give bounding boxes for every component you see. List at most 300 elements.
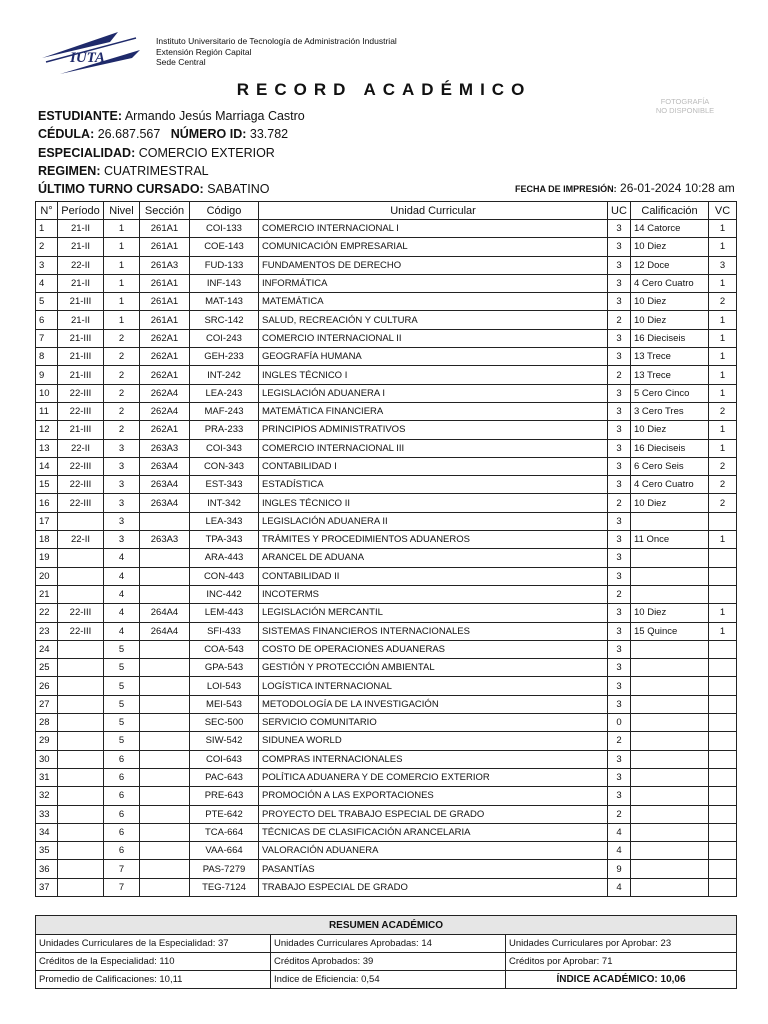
cell-nivel: 1 [104,311,140,329]
cell-uc: 3 [608,238,631,256]
cell-calificacion [631,549,709,567]
student-label: ESTUDIANTE: [38,109,123,123]
cell-num: 37 [36,878,58,896]
cell-num: 25 [36,659,58,677]
cell-codigo: INC-442 [190,585,259,603]
summary-uc-aprobadas: Unidades Curriculares Aprobadas: 14 [271,935,506,953]
cell-codigo: LOI-543 [190,677,259,695]
cell-periodo [58,585,104,603]
cell-seccion [140,805,190,823]
cell-vc [709,549,737,567]
cell-uc: 4 [608,878,631,896]
cell-periodo: 21-III [58,329,104,347]
cell-periodo: 21-II [58,274,104,292]
cell-periodo: 22-III [58,457,104,475]
cell-unidad: COMERCIO INTERNACIONAL I [259,220,608,238]
cell-seccion: 262A1 [140,421,190,439]
cell-seccion: 262A1 [140,348,190,366]
cell-unidad: COSTO DE OPERACIONES ADUANERAS [259,640,608,658]
cell-seccion: 263A3 [140,439,190,457]
cell-codigo: FUD-133 [190,256,259,274]
cell-num: 12 [36,421,58,439]
cell-vc [709,567,737,585]
cell-num: 20 [36,567,58,585]
cell-codigo: MAF-243 [190,402,259,420]
cell-calificacion: 4 Cero Cuatro [631,274,709,292]
cell-num: 28 [36,714,58,732]
cell-periodo [58,659,104,677]
cell-codigo: TCA-664 [190,823,259,841]
cell-num: 31 [36,768,58,786]
cell-vc: 3 [709,256,737,274]
cell-calificacion: 10 Diez [631,494,709,512]
summary-row [36,971,737,989]
cell-nivel: 3 [104,531,140,549]
cell-uc: 3 [608,677,631,695]
cell-codigo: PRA-233 [190,421,259,439]
cell-uc: 3 [608,384,631,402]
cell-codigo: ARA-443 [190,549,259,567]
cell-periodo: 22-III [58,476,104,494]
col-header-unidad: Unidad Curricular [259,202,608,220]
cell-num: 10 [36,384,58,402]
regimen-value: CUATRIMESTRAL [103,164,209,178]
cell-num: 2 [36,238,58,256]
cell-codigo: INT-342 [190,494,259,512]
turno-value: SABATINO [207,182,270,196]
cell-vc: 2 [709,494,737,512]
cell-vc [709,768,737,786]
cell-calificacion: 5 Cero Cinco [631,384,709,402]
cell-periodo: 22-III [58,622,104,640]
cell-vc: 1 [709,622,737,640]
page-title: RECORD ACADÉMICO [236,80,532,99]
cell-uc: 3 [608,604,631,622]
cell-seccion: 261A1 [140,293,190,311]
cell-num: 6 [36,311,58,329]
regimen-label: REGIMEN: [38,164,101,178]
cell-periodo [58,842,104,860]
cell-seccion [140,567,190,585]
cell-periodo: 22-II [58,531,104,549]
cell-uc: 3 [608,220,631,238]
table-row [36,823,737,841]
academic-summary [35,915,737,989]
table-row [36,768,737,786]
table-row [36,805,737,823]
summary-creditos-aprobados: Créditos Aprobados: 39 [271,953,506,971]
cell-uc: 3 [608,476,631,494]
cell-codigo: LEA-243 [190,384,259,402]
cell-nivel: 5 [104,695,140,713]
cell-vc [709,695,737,713]
cell-nivel: 1 [104,220,140,238]
cell-seccion: 263A4 [140,494,190,512]
cell-seccion: 262A1 [140,329,190,347]
cell-seccion [140,640,190,658]
cell-num: 27 [36,695,58,713]
cell-uc: 3 [608,293,631,311]
cell-calificacion: 10 Diez [631,293,709,311]
cell-nivel: 5 [104,732,140,750]
cell-periodo [58,567,104,585]
cell-codigo: PTE-642 [190,805,259,823]
cell-uc: 2 [608,732,631,750]
cell-vc [709,842,737,860]
cell-vc [709,878,737,896]
photo-placeholder [640,97,730,115]
table-row [36,311,737,329]
col-header-vc: VC [709,202,737,220]
summary-uc-por-aprobar: Unidades Curriculares por Aprobar: 23 [506,935,737,953]
numero-id-value: 33.782 [249,127,289,141]
table-row [36,567,737,585]
cell-unidad: COMERCIO INTERNACIONAL II [259,329,608,347]
cell-periodo [58,640,104,658]
cell-calificacion [631,640,709,658]
cell-calificacion [631,805,709,823]
cell-periodo: 21-III [58,348,104,366]
cell-seccion [140,787,190,805]
cell-nivel: 6 [104,768,140,786]
table-row [36,860,737,878]
cell-unidad: LOGÍSTICA INTERNACIONAL [259,677,608,695]
col-header-nivel: Nivel [104,202,140,220]
cell-calificacion: 6 Cero Seis [631,457,709,475]
table-header-row [36,202,737,220]
cell-unidad: VALORACIÓN ADUANERA [259,842,608,860]
cell-calificacion [631,878,709,896]
cell-periodo [58,512,104,530]
cell-seccion: 262A4 [140,402,190,420]
summary-creditos-por-aprobar: Créditos por Aprobar: 71 [506,953,737,971]
table-row [36,384,737,402]
cell-uc: 2 [608,494,631,512]
cell-nivel: 5 [104,640,140,658]
cell-calificacion [631,732,709,750]
student-name: Armando Jesús Marriaga Castro [124,109,305,123]
cell-unidad: PASANTÍAS [259,860,608,878]
cell-periodo [58,732,104,750]
cell-seccion: 263A4 [140,476,190,494]
cell-uc: 3 [608,274,631,292]
cell-codigo: INF-143 [190,274,259,292]
especialidad-label: ESPECIALIDAD: [38,146,136,160]
cell-calificacion [631,677,709,695]
cell-num: 26 [36,677,58,695]
cell-nivel: 3 [104,476,140,494]
print-date-value: 26-01-2024 10:28 am [620,181,735,195]
cell-periodo: 22-III [58,604,104,622]
cell-calificacion [631,768,709,786]
cell-nivel: 2 [104,366,140,384]
cell-codigo: PAC-643 [190,768,259,786]
table-row [36,439,737,457]
cell-codigo: TEG-7124 [190,878,259,896]
col-header-codigo: Código [190,202,259,220]
cell-calificacion [631,512,709,530]
cell-num: 3 [36,256,58,274]
table-row [36,220,737,238]
cell-calificacion [631,695,709,713]
cell-periodo [58,549,104,567]
cell-calificacion: 11 Once [631,531,709,549]
cell-uc: 3 [608,750,631,768]
cell-uc: 3 [608,768,631,786]
cell-uc: 3 [608,567,631,585]
summary-row [36,953,737,971]
cell-uc: 3 [608,622,631,640]
cell-codigo: COI-133 [190,220,259,238]
cell-seccion: 261A1 [140,274,190,292]
cell-unidad: MATEMÁTICA FINANCIERA [259,402,608,420]
col-header-num: N° [36,202,58,220]
cell-num: 19 [36,549,58,567]
cell-vc [709,512,737,530]
cell-unidad: INGLES TÉCNICO I [259,366,608,384]
cell-nivel: 4 [104,585,140,603]
cell-nivel: 3 [104,457,140,475]
cell-nivel: 1 [104,293,140,311]
cell-seccion [140,714,190,732]
cell-periodo [58,677,104,695]
cell-codigo: GPA-543 [190,659,259,677]
cell-vc: 2 [709,293,737,311]
cell-codigo: LEA-343 [190,512,259,530]
cell-nivel: 6 [104,805,140,823]
table-row [36,842,737,860]
cell-periodo [58,860,104,878]
cell-codigo: LEM-443 [190,604,259,622]
cell-vc: 1 [709,220,737,238]
cell-nivel: 3 [104,494,140,512]
cell-nivel: 1 [104,256,140,274]
table-row [36,677,737,695]
cell-uc: 3 [608,549,631,567]
cell-calificacion [631,714,709,732]
cell-unidad: GEOGRAFÍA HUMANA [259,348,608,366]
cell-codigo: SIW-542 [190,732,259,750]
cell-seccion: 261A1 [140,238,190,256]
photo-placeholder-line1: FOTOGRAFÍA [660,97,710,106]
cedula-value: 26.687.567 [97,127,161,141]
cell-unidad: COMUNICACIÓN EMPRESARIAL [259,238,608,256]
cell-seccion [140,659,190,677]
cell-vc: 1 [709,348,737,366]
cell-unidad: GESTIÓN Y PROTECCIÓN AMBIENTAL [259,659,608,677]
table-row [36,585,737,603]
summary-creditos-especialidad: Créditos de la Especialidad: 110 [36,953,271,971]
cell-codigo: COE-143 [190,238,259,256]
cell-num: 21 [36,585,58,603]
student-id-row [38,127,288,141]
iuta-logo [40,28,150,78]
table-row [36,787,737,805]
cell-uc: 3 [608,659,631,677]
cell-uc: 4 [608,823,631,841]
cell-calificacion [631,787,709,805]
cell-nivel: 3 [104,439,140,457]
cell-num: 7 [36,329,58,347]
cell-calificacion: 4 Cero Cuatro [631,476,709,494]
cell-codigo: CON-343 [190,457,259,475]
table-row [36,274,737,292]
cell-calificacion [631,842,709,860]
cell-uc: 0 [608,714,631,732]
cell-seccion: 261A3 [140,256,190,274]
cell-calificacion [631,860,709,878]
cell-periodo [58,714,104,732]
cell-codigo: PRE-643 [190,787,259,805]
cell-vc: 1 [709,366,737,384]
cell-periodo [58,823,104,841]
cell-uc: 3 [608,640,631,658]
cell-unidad: PRINCIPIOS ADMINISTRATIVOS [259,421,608,439]
cell-num: 13 [36,439,58,457]
cell-nivel: 6 [104,750,140,768]
cell-nivel: 2 [104,384,140,402]
turno-row [38,182,270,196]
cell-codigo: COI-643 [190,750,259,768]
cell-codigo: COI-343 [190,439,259,457]
table-row [36,421,737,439]
cell-codigo: EST-343 [190,476,259,494]
cell-nivel: 6 [104,842,140,860]
cell-unidad: COMPRAS INTERNACIONALES [259,750,608,768]
cell-vc: 1 [709,311,737,329]
table-row [36,732,737,750]
cell-vc: 1 [709,238,737,256]
cell-unidad: SIDUNEA WORLD [259,732,608,750]
summary-promedio: Promedio de Calificaciones: 10,11 [36,971,271,989]
cell-unidad: ARANCEL DE ADUANA [259,549,608,567]
cell-uc: 9 [608,860,631,878]
cell-calificacion: 13 Trece [631,348,709,366]
cell-seccion: 261A1 [140,220,190,238]
cell-unidad: INFORMÁTICA [259,274,608,292]
cell-codigo: COI-243 [190,329,259,347]
cell-codigo: SRC-142 [190,311,259,329]
cell-uc: 3 [608,512,631,530]
cell-vc [709,860,737,878]
cell-vc [709,640,737,658]
cell-calificacion: 16 Dieciseis [631,329,709,347]
cell-num: 22 [36,604,58,622]
cell-seccion [140,823,190,841]
cell-periodo: 21-II [58,311,104,329]
cell-periodo: 22-III [58,384,104,402]
cell-num: 14 [36,457,58,475]
cell-unidad: LEGISLACIÓN ADUANERA II [259,512,608,530]
cell-vc [709,787,737,805]
cell-vc: 1 [709,421,737,439]
cell-num: 15 [36,476,58,494]
table-row [36,348,737,366]
cell-vc: 1 [709,439,737,457]
cell-calificacion: 15 Quince [631,622,709,640]
cell-num: 1 [36,220,58,238]
especialidad-value: COMERCIO EXTERIOR [138,146,275,160]
cell-vc: 1 [709,604,737,622]
col-header-uc: UC [608,202,631,220]
cell-unidad: LEGISLACIÓN ADUANERA I [259,384,608,402]
cell-unidad: SERVICIO COMUNITARIO [259,714,608,732]
cell-periodo [58,750,104,768]
turno-label: ÚLTIMO TURNO CURSADO: [38,182,204,196]
cell-calificacion [631,750,709,768]
cell-codigo: CON-443 [190,567,259,585]
cell-seccion [140,768,190,786]
table-row [36,659,737,677]
cell-num: 35 [36,842,58,860]
cell-codigo: VAA-664 [190,842,259,860]
cell-seccion: 261A1 [140,311,190,329]
logo-text: IUTA [70,50,106,66]
cell-unidad: SALUD, RECREACIÓN Y CULTURA [259,311,608,329]
cell-unidad: ESTADÍSTICA [259,476,608,494]
cell-calificacion: 10 Diez [631,604,709,622]
table-row [36,494,737,512]
cell-num: 34 [36,823,58,841]
cell-seccion: 263A3 [140,531,190,549]
cell-periodo [58,787,104,805]
numero-id-label: NÚMERO ID: [170,127,247,141]
cell-periodo: 21-III [58,366,104,384]
cell-nivel: 2 [104,348,140,366]
table-row [36,622,737,640]
summary-title: RESUMEN ACADÉMICO [36,916,737,935]
cell-nivel: 7 [104,878,140,896]
cell-codigo: TPA-343 [190,531,259,549]
cell-nivel: 4 [104,549,140,567]
cell-vc [709,805,737,823]
print-date [515,181,735,195]
cell-num: 32 [36,787,58,805]
cell-num: 11 [36,402,58,420]
cell-uc: 4 [608,842,631,860]
col-header-periodo: Período [58,202,104,220]
table-row [36,549,737,567]
cell-calificacion: 10 Diez [631,421,709,439]
cell-calificacion: 12 Doce [631,256,709,274]
cedula-label: CÉDULA: [38,127,95,141]
cell-seccion [140,512,190,530]
cell-vc: 1 [709,274,737,292]
cell-periodo: 21-III [58,293,104,311]
cell-nivel: 5 [104,677,140,695]
cell-codigo: SFI-433 [190,622,259,640]
cell-seccion [140,677,190,695]
cell-seccion: 262A1 [140,366,190,384]
cell-seccion [140,549,190,567]
institution-name: Instituto Universitario de Tecnología de Administración Industrial [156,36,397,46]
table-row [36,531,737,549]
cell-num: 24 [36,640,58,658]
cell-seccion [140,842,190,860]
summary-eficiencia: Indice de Eficiencia: 0,54 [271,971,506,989]
cell-num: 29 [36,732,58,750]
table-row [36,604,737,622]
cell-nivel: 4 [104,604,140,622]
cell-unidad: COMERCIO INTERNACIONAL III [259,439,608,457]
especialidad-row [38,146,275,160]
cell-calificacion: 13 Trece [631,366,709,384]
cell-nivel: 4 [104,622,140,640]
cell-seccion: 262A4 [140,384,190,402]
cell-uc: 3 [608,329,631,347]
cell-nivel: 6 [104,823,140,841]
cell-seccion [140,585,190,603]
